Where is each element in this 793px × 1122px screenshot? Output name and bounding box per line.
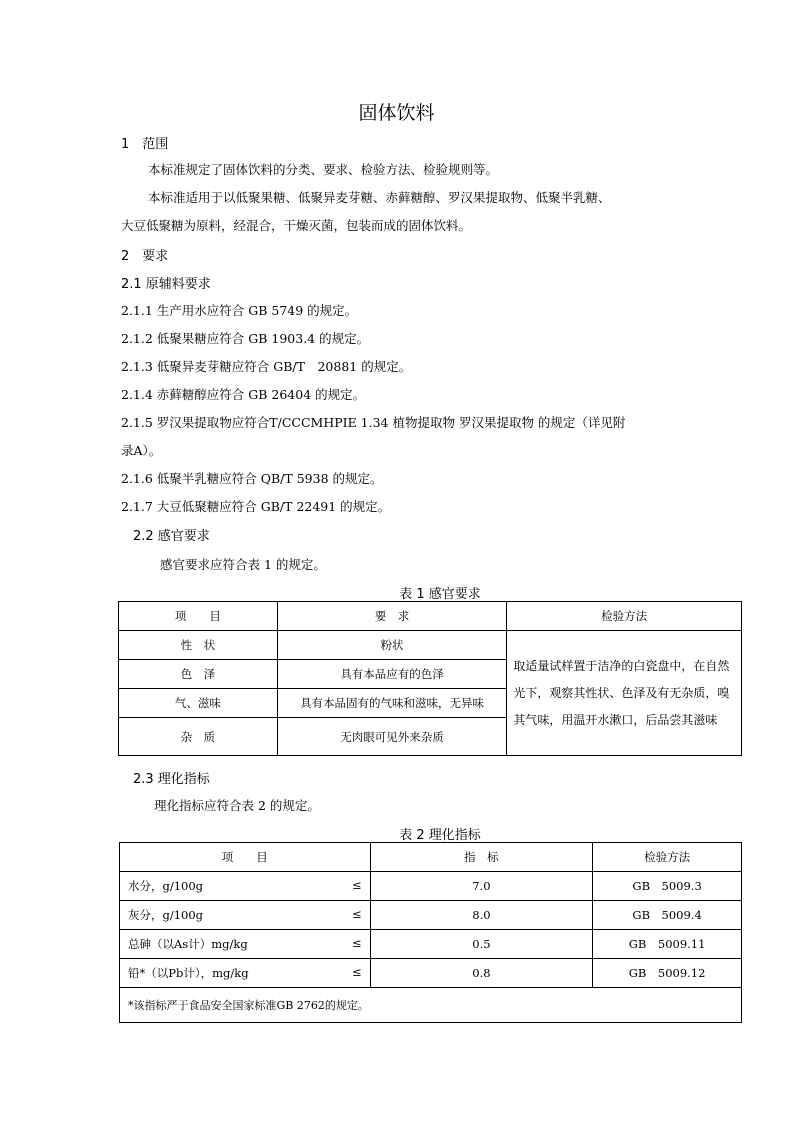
table-cell [120,930,371,959]
table-cell: 粉状 [277,631,507,660]
limit-symbol: ≤ [351,965,362,979]
section-2-2-text: 感官要求应符合表 1 的规定。 [160,557,326,572]
table-header-cell: 要 求 [277,602,507,631]
limit-symbol: ≤ [351,936,362,950]
clause-2-1-1: 2.1.1 生产用水应符合 GB 5749 的规定。 [121,303,358,318]
table-row [120,901,742,930]
table-row [120,843,742,872]
table-cell: GB 5009.4 [593,901,742,930]
limit-symbol: ≤ [351,907,362,921]
inspection-method-cell: 取适量试样置于洁净的白瓷盘中，在自然光下，观察其性状、色泽及有无杂质，嗅其气味，用温开水漱口，后品尝其滋味 [507,631,742,756]
table-header-cell: 指 标 [370,843,593,872]
section-2-3-text: 理化指标应符合表 2 的规定。 [154,798,320,813]
table-cell [120,959,371,988]
section-1-paragraph-2-line-2: 大豆低聚糖为原料，经混合，干燥灭菌，包装而成的固体饮料。 [121,218,472,233]
table-row [120,959,742,988]
item-label: 总砷（以As计）mg/kg [128,937,248,951]
table-1-caption: 表 1 感官要求 [399,587,481,602]
table-row [120,930,742,959]
table-row [119,602,742,631]
section-2-heading: 2 要求 [121,249,169,264]
clause-2-1-5-line-1: 2.1.5 罗汉果提取物应符合T/CCCMHPIE 1.34 植物提取物 罗汉果提取物 的规定（详见附 [121,415,626,430]
table-cell: 气、滋味 [119,689,278,718]
table-1-sensory [118,601,742,756]
table-cell: 杂 质 [119,718,278,756]
table-header-cell: 检验方法 [593,843,742,872]
table-cell: GB 5009.3 [593,872,742,901]
table-cell: 色 泽 [119,660,278,689]
table-cell [120,901,371,930]
limit-symbol: ≤ [351,878,362,892]
section-2-3-heading: 2.3 理化指标 [133,772,210,787]
table-header-cell: 项 目 [120,843,371,872]
table-cell: 具有本品应有的色泽 [277,660,507,689]
section-1-paragraph-1: 本标准规定了固体饮料的分类、要求、检验方法、检验规则等。 [148,162,499,177]
section-1-paragraph-2-line-1: 本标准适用于以低聚果糖、低聚异麦芽糖、赤藓糖醇、罗汉果提取物、低聚半乳糖、 [148,190,611,205]
table-header-cell: 检验方法 [507,602,742,631]
table-footnote: *该指标严于食品安全国家标准GB 2762的规定。 [120,988,742,1023]
clause-2-1-7: 2.1.7 大豆低聚糖应符合 GB/T 22491 的规定。 [121,499,391,514]
table-header-cell: 项 目 [119,602,278,631]
table-cell: 8.0 [370,901,593,930]
table-cell: 7.0 [370,872,593,901]
clause-2-1-4: 2.1.4 赤藓糖醇应符合 GB 26404 的规定。 [121,387,366,402]
table-cell: 无肉眼可见外来杂质 [277,718,507,756]
table-2-caption: 表 2 理化指标 [399,828,481,843]
table-cell: 具有本品固有的气味和滋味，无异味 [277,689,507,718]
table-row [120,872,742,901]
table-cell: 0.8 [370,959,593,988]
table-cell: 0.5 [370,930,593,959]
table-cell: GB 5009.12 [593,959,742,988]
clause-2-1-3: 2.1.3 低聚异麦芽糖应符合 GB/T 20881 的规定。 [121,359,412,374]
clause-2-1-5-line-2: 录A）。 [121,443,162,458]
table-cell: 性 状 [119,631,278,660]
clause-2-1-2: 2.1.2 低聚果糖应符合 GB 1903.4 的规定。 [121,331,370,346]
table-row [119,631,742,660]
section-2-1-heading: 2.1 原辅料要求 [121,277,211,292]
item-label: 铅*（以Pb计），mg/kg [128,966,249,980]
section-2-2-heading: 2.2 感官要求 [133,529,210,544]
document-title: 固体饮料 [358,102,435,124]
item-label: 灰分，g/100g [128,908,204,922]
table-cell [120,872,371,901]
section-1-heading: 1 范围 [121,137,169,152]
table-row [120,988,742,1023]
clause-2-1-6: 2.1.6 低聚半乳糖应符合 QB/T 5938 的规定。 [121,471,383,486]
table-2-physicochemical [119,842,742,1023]
table-cell: GB 5009.11 [593,930,742,959]
item-label: 水分，g/100g [128,879,204,893]
